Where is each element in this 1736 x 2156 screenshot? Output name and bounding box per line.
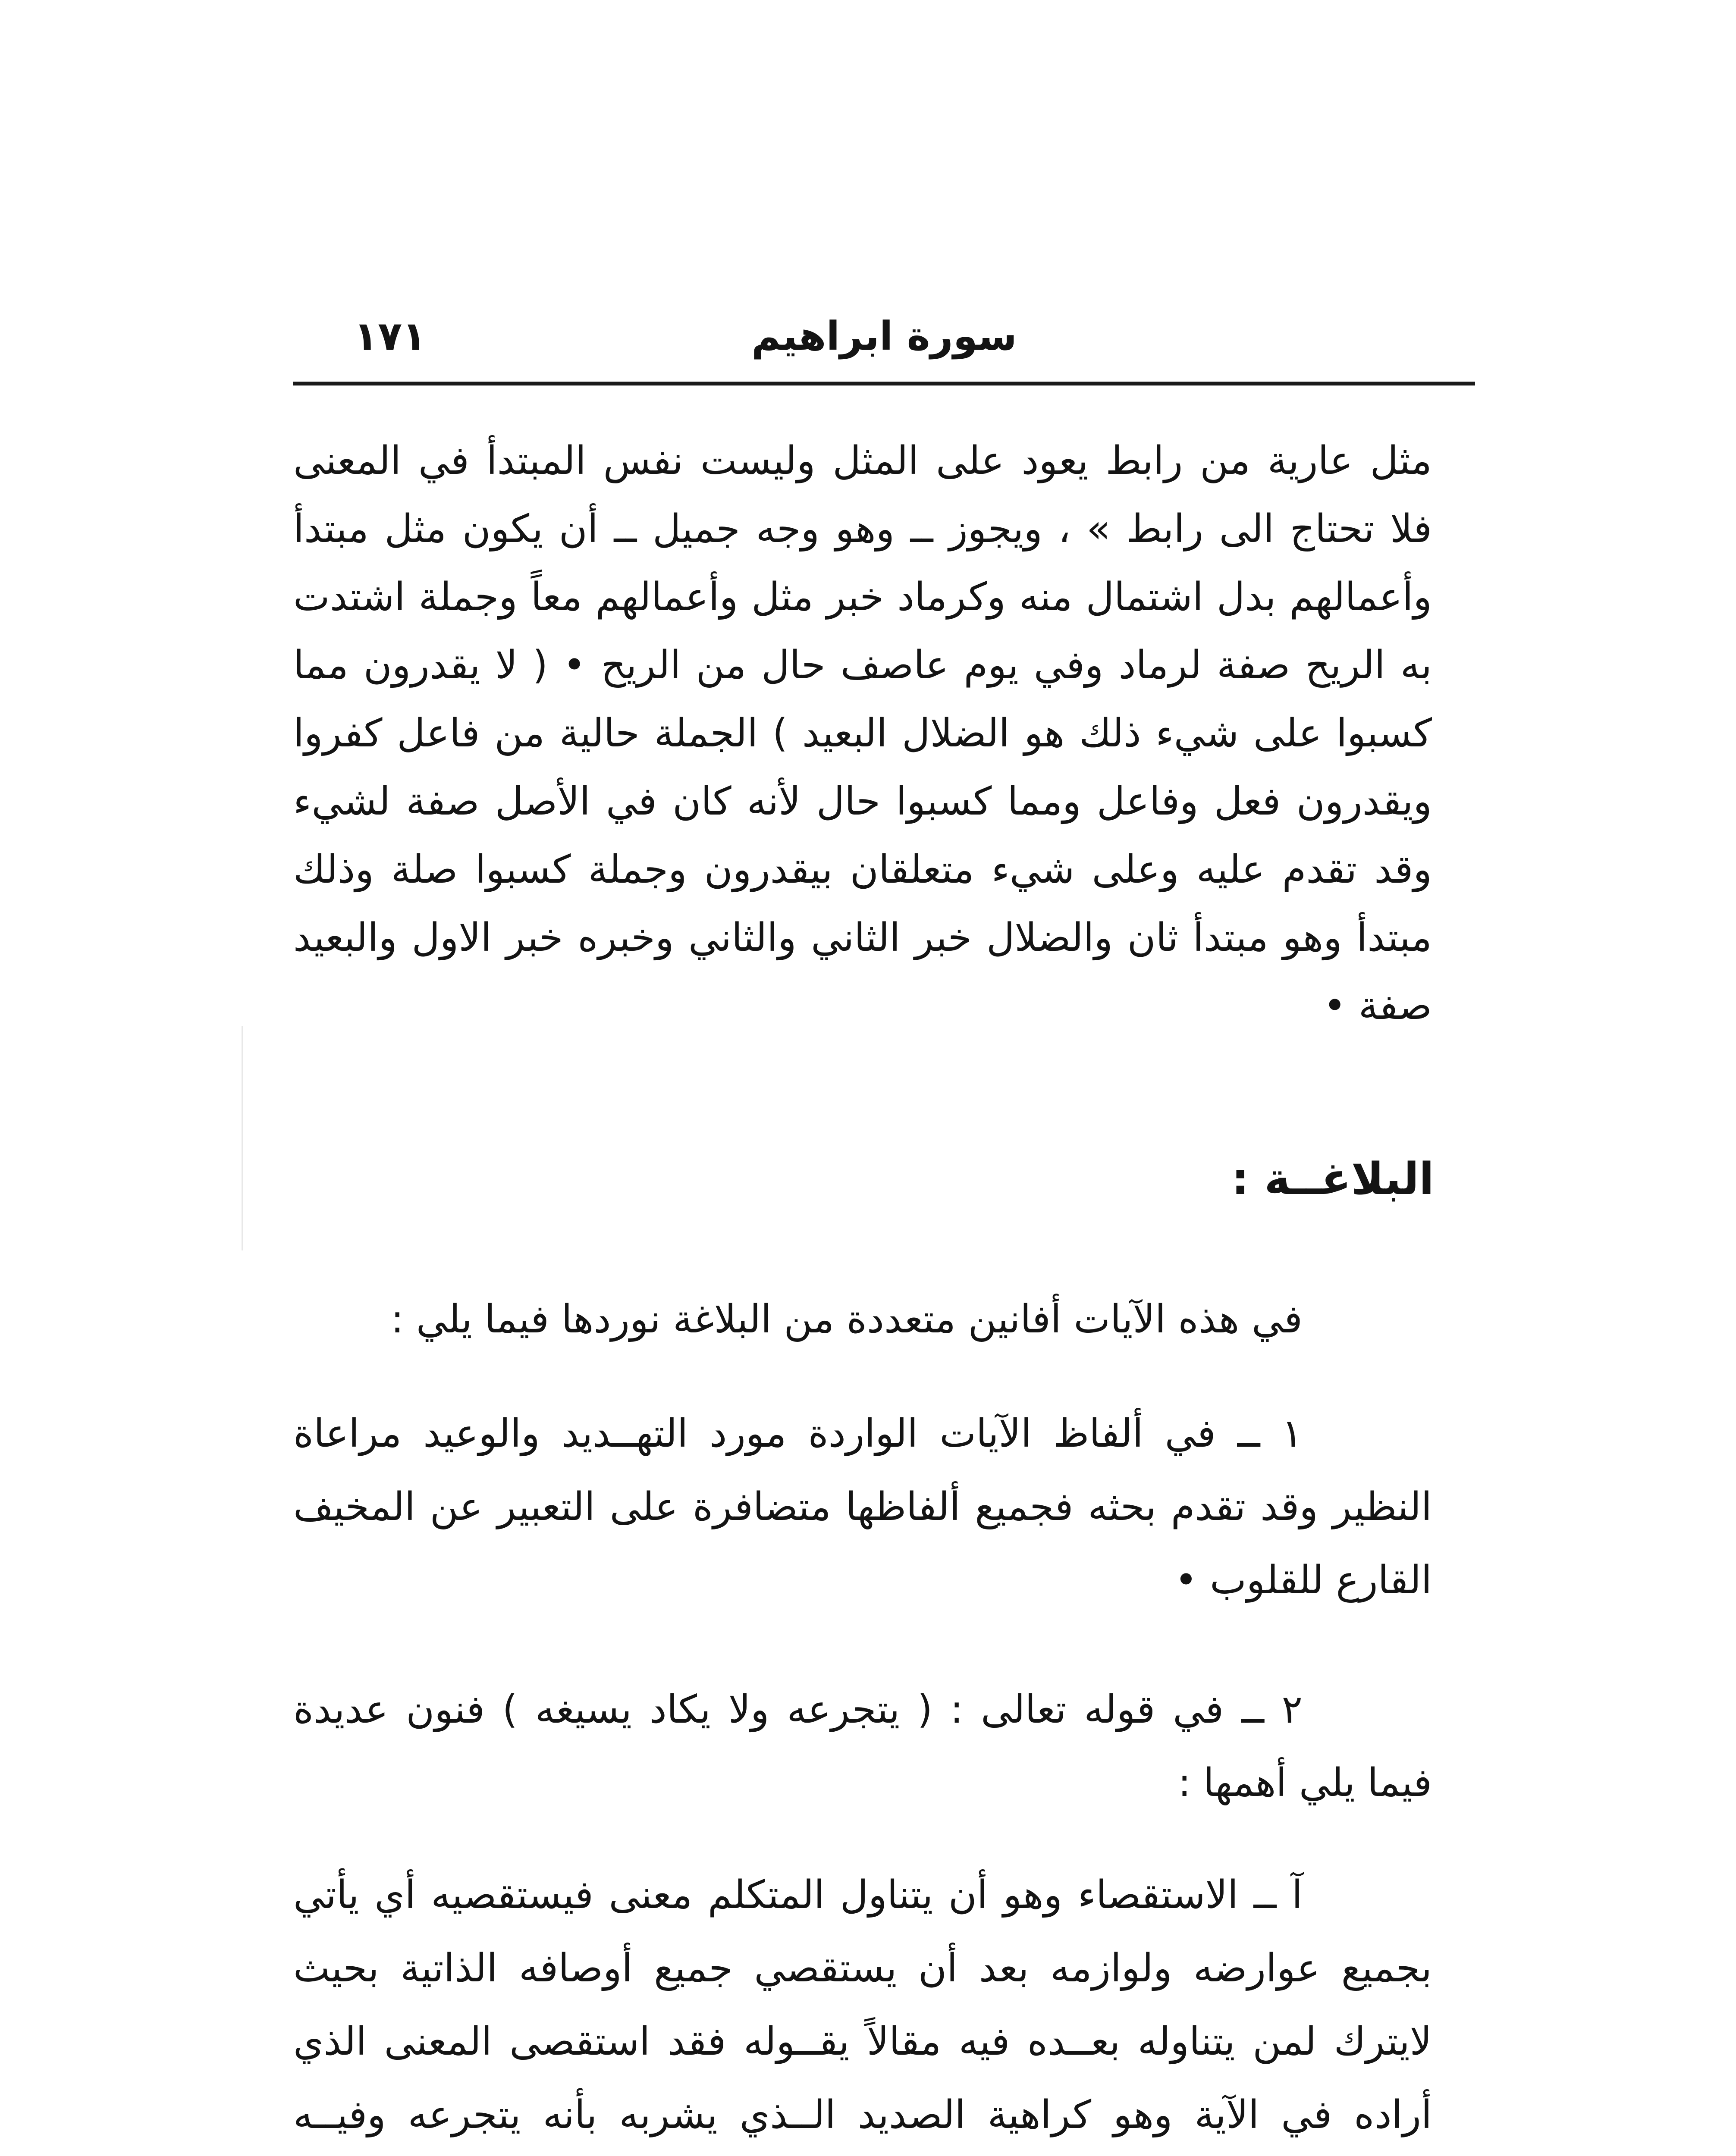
paragraph-grammar: مثل عارية من رابط يعود على المثل وليست نفس المبتدأ في المعنى فلا تحتاج الى رابط » ، ويجوز ــ وهو وجه جميل ــ أن يكون مثل مبتدأ وأعمالهم بدل اشتمال منه وكرماد خبر مثل وأعمالهم معاً وجملة اشتدت به الريح صفة لرماد وفي يوم عاصف حال من الريح • ( لا يقدرون مما كسبوا على شيء ذلك هو الضلال البعيد ) الجملة حالية من فاعل كفروا ويقدرون فعل وفاعل ومما كسبوا حال لأنه كان في الأصل صفة لشيء وقد تقدم عليه وعلى شيء متعلقان بيقدرون وجملة كسبوا صلة وذلك مبتدأ وهو مبتدأ ثان والضلال خبر الثاني والثاني وخبره خبر الاول والبعيد صفة •	[293, 438, 1432, 1028]
main-text	[293, 427, 1432, 1040]
point-2-text: ٢ ــ في قوله تعالى : ( يتجرعه ولا يكاد يسيغه ) فنون عديدة فيما يلي أهمها :	[293, 1687, 1432, 1805]
balagha-intro	[293, 1283, 1432, 1356]
intro-text: في هذه الآيات أفانين متعددة من البلاغة نوردها فيما يلي :	[390, 1297, 1303, 1342]
balagha-point-2	[293, 1673, 1432, 1820]
point-3-text: آ ــ الاستقصاء وهو أن يتناول المتكلم معنى فيستقصيه أي يأتي بجميع عوارضه ولوازمه بعد أن يستقصي جميع أوصافه الذاتية بحيث لايترك لمن يتناوله بعــده فيه مقالاً يقــوله فقد استقصى المعنى الذي أراده في الآية وهو كراهية الصديد الــذي يشربه بأنه يتجرعه وفيــه	[293, 1872, 1432, 2137]
section-heading-balagha: البلاغــة :	[1231, 1153, 1434, 1205]
page-number: ١٧١	[354, 313, 427, 359]
running-head	[298, 302, 1471, 371]
balagha-point-1	[293, 1397, 1432, 1617]
scan-margin-mark	[242, 1026, 243, 1250]
balagha-point-3	[293, 1858, 1432, 2156]
surah-title: سورة ابراهيم	[751, 313, 1017, 359]
header-rule	[293, 382, 1475, 385]
point-1-text: ١ ــ في ألفاظ الآيات الواردة مورد التهــديد والوعيد مراعاة النظير وقد تقدم بحثه فجميع ألفاظها متضافرة على التعبير عن المخيف القارع للقلوب •	[293, 1411, 1432, 1603]
